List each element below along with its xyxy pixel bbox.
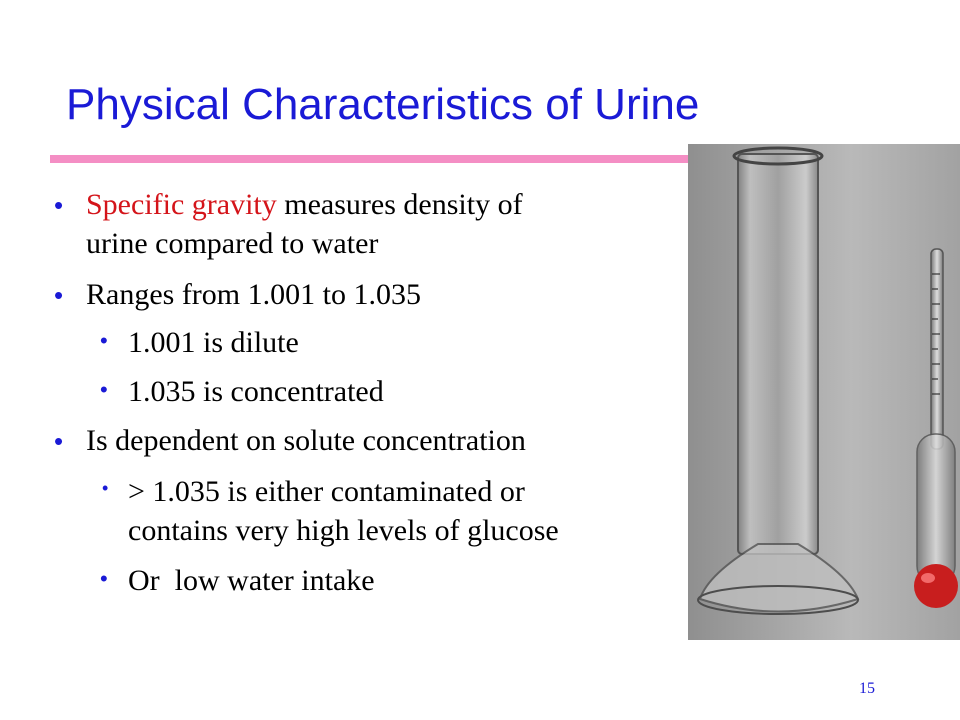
sub-bullet-contaminated: > 1.035 is either contaminated or (128, 475, 525, 508)
sub-bullet-dot: • (102, 478, 109, 498)
specific-gravity-term: Specific gravity (86, 188, 277, 221)
sub-bullet-dilute: 1.001 is dilute (128, 326, 299, 359)
sub-bullet-dot: • (100, 328, 108, 353)
slide-title: Physical Characteristics of Urine (66, 80, 700, 129)
sub-bullet-dot: • (100, 377, 108, 402)
bullet-specific-gravity (86, 186, 523, 224)
page-number: 15 (859, 680, 875, 697)
title-divider (50, 155, 710, 163)
sub-bullet-continuation: contains very high levels of glucose (128, 514, 559, 547)
bullet-text-continuation: urine compared to water (86, 227, 379, 260)
bullet-text: measures density of (276, 188, 523, 221)
sub-bullet-low-water: Or low water intake (128, 564, 375, 597)
bullet-solute: Is dependent on solute concentration (86, 424, 526, 457)
bullet-dot: • (54, 190, 64, 220)
cylinder-hydrometer-photo (688, 144, 960, 640)
bullet-dot: • (54, 426, 64, 456)
sub-bullet-dot: • (100, 566, 108, 591)
bullet-range: Ranges from 1.001 to 1.035 (86, 278, 421, 311)
bullet-dot: • (54, 280, 64, 310)
sub-bullet-concentrated: 1.035 is concentrated (128, 375, 384, 408)
glassware-illustration-icon (688, 144, 960, 640)
